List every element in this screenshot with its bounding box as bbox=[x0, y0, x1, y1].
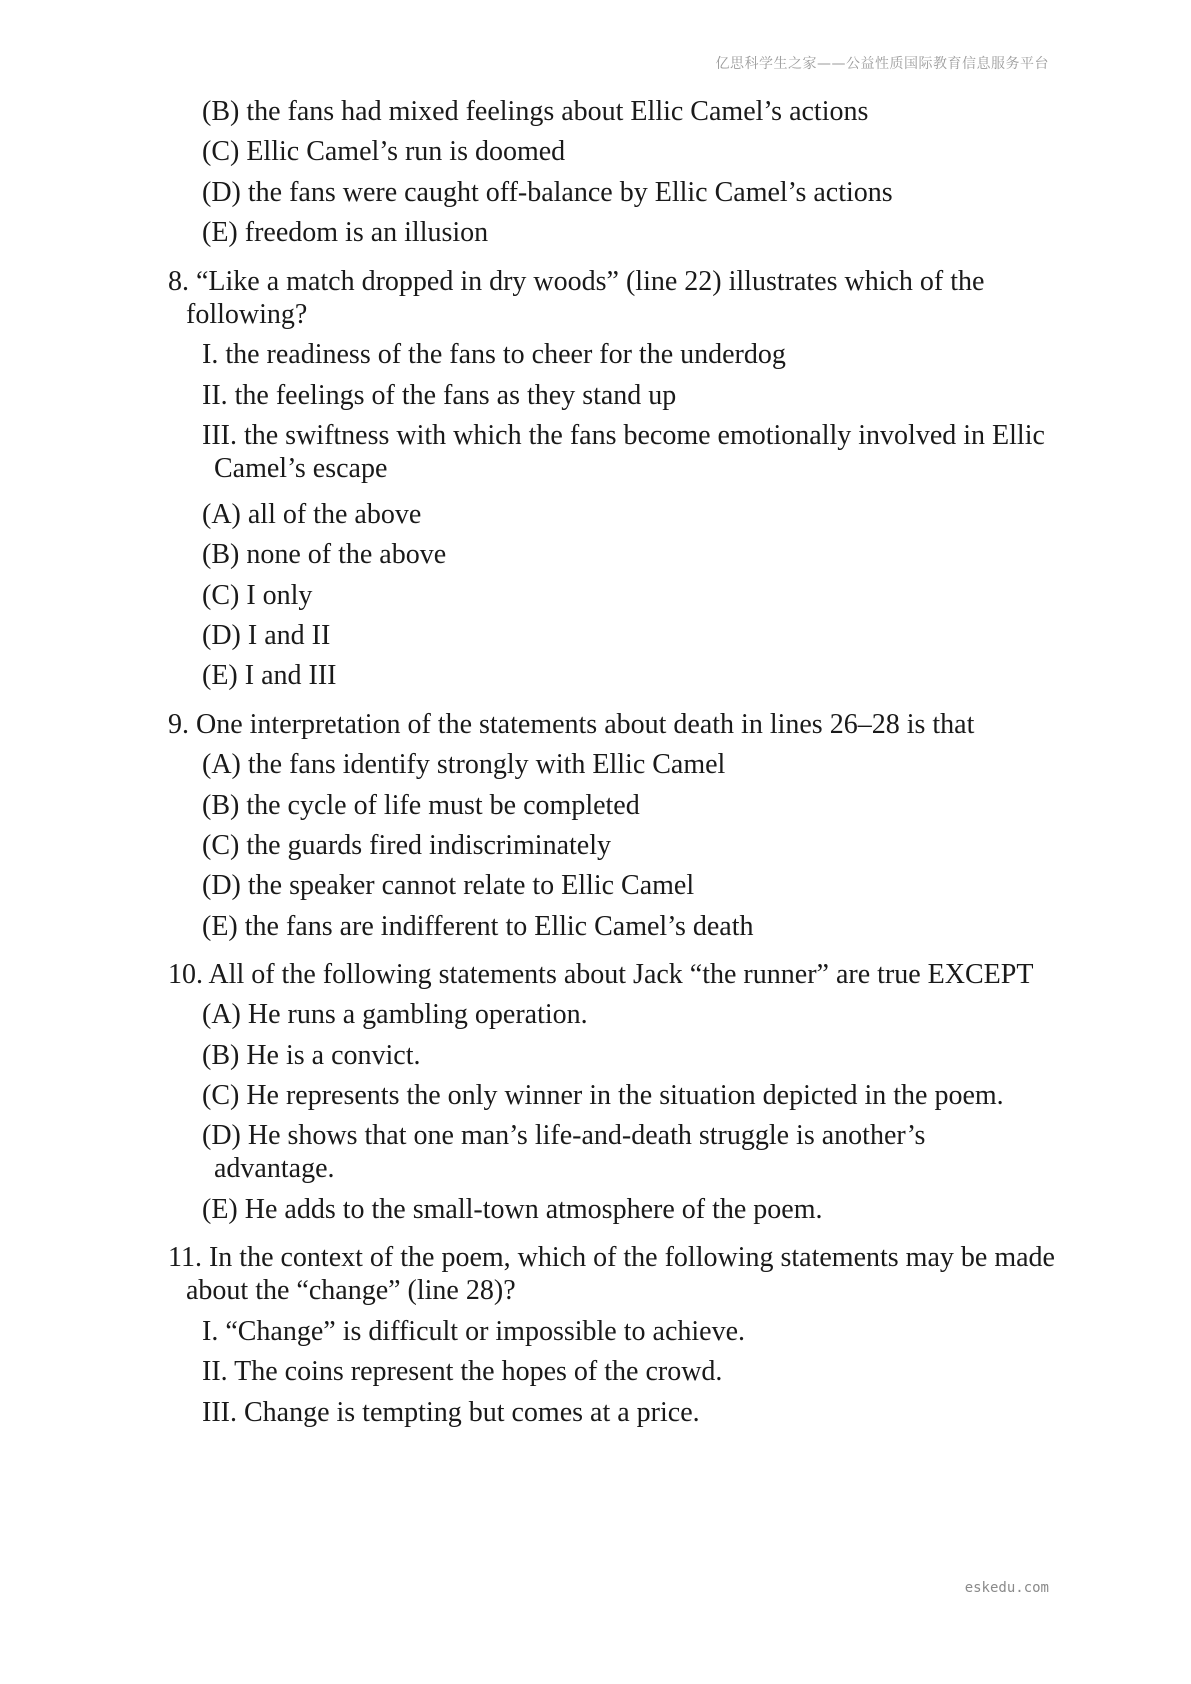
q7-option-c: (C) Ellic Camel’s run is doomed bbox=[202, 136, 566, 167]
q8-statement-1: I. the readiness of the fans to cheer for the underdog bbox=[202, 339, 786, 370]
q10-option-e: (E) He adds to the small-town atmosphere of the poem. bbox=[202, 1194, 823, 1225]
q8-option-c: (C) I only bbox=[202, 580, 313, 611]
q7-option-e: (E) freedom is an illusion bbox=[202, 217, 489, 248]
q10-option-d-line2: advantage. bbox=[214, 1153, 335, 1184]
q10-option-a: (A) He runs a gambling operation. bbox=[202, 999, 588, 1030]
q9-option-d: (D) the speaker cannot relate to Ellic Camel bbox=[202, 870, 695, 901]
q9-stem: 9. One interpretation of the statements about death in lines 26–28 is that bbox=[168, 709, 975, 740]
q11-statement-2: II. The coins represent the hopes of the crowd. bbox=[202, 1356, 723, 1387]
q8-stem-line2: following? bbox=[186, 299, 308, 330]
q8-stem-line1: 8. “Like a match dropped in dry woods” (line 22) illustrates which of the bbox=[168, 266, 985, 297]
q10-option-d-line1: (D) He shows that one man’s life-and-death struggle is another’s bbox=[202, 1120, 926, 1151]
q8-statement-3-line1: III. the swiftness with which the fans become emotionally involved in Ellic bbox=[202, 420, 1045, 451]
q9-option-e: (E) the fans are indifferent to Ellic Camel’s death bbox=[202, 911, 754, 942]
q9-option-c: (C) the guards fired indiscriminately bbox=[202, 830, 611, 861]
q10-option-b: (B) He is a convict. bbox=[202, 1040, 421, 1071]
q8-option-d: (D) I and II bbox=[202, 620, 331, 651]
q8-statement-2: II. the feelings of the fans as they stand up bbox=[202, 380, 677, 411]
footer-site-url: eskedu.com bbox=[964, 1580, 1049, 1596]
header-site-text: 亿思科学生之家——公益性质国际教育信息服务平台 bbox=[715, 56, 1049, 72]
q10-option-c: (C) He represents the only winner in the situation depicted in the poem. bbox=[202, 1080, 1004, 1111]
q9-option-a: (A) the fans identify strongly with Ellic Camel bbox=[202, 749, 726, 780]
q8-option-e: (E) I and III bbox=[202, 660, 337, 691]
q11-stem-line1: 11. In the context of the poem, which of the following statements may be made bbox=[168, 1242, 1055, 1273]
q9-option-b: (B) the cycle of life must be completed bbox=[202, 790, 640, 821]
q7-option-d: (D) the fans were caught off-balance by Ellic Camel’s actions bbox=[202, 177, 893, 208]
q7-option-b: (B) the fans had mixed feelings about Ellic Camel’s actions bbox=[202, 96, 869, 127]
q8-statement-3-line2: Camel’s escape bbox=[214, 453, 388, 484]
q11-statement-3: III. Change is tempting but comes at a price. bbox=[202, 1397, 700, 1428]
q11-stem-line2: about the “change” (line 28)? bbox=[186, 1275, 516, 1306]
q10-stem: 10. All of the following statements about Jack “the runner” are true EXCEPT bbox=[168, 959, 1034, 990]
q11-statement-1: I. “Change” is difficult or impossible to achieve. bbox=[202, 1316, 746, 1347]
q8-option-b: (B) none of the above bbox=[202, 539, 447, 570]
q8-option-a: (A) all of the above bbox=[202, 499, 422, 530]
